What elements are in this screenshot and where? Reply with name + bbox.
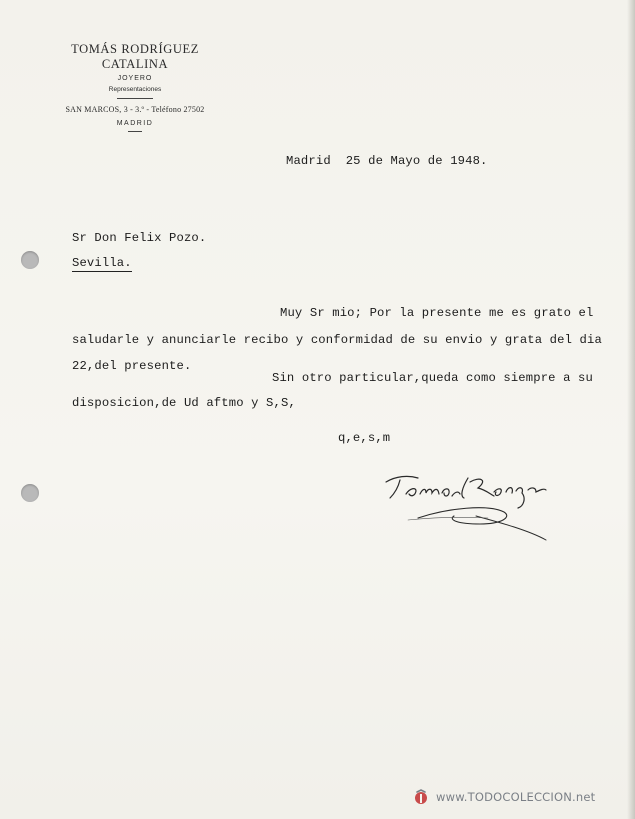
addressee-city-text: Sevilla.: [72, 256, 132, 270]
letterhead-address: SAN MARCOS, 3 - 3.º - Teléfono 27502: [65, 105, 205, 114]
letterhead-subtitle: Representaciones: [108, 86, 162, 93]
punch-hole-bottom: [21, 484, 39, 502]
body-line-5: disposicion,de Ud aftmo y S,S,: [72, 396, 296, 410]
addressee-name: Sr Don Felix Pozo.: [72, 231, 207, 245]
body-line-2: saludarle y anunciarle recibo y conformidad de su envio y grata del dia: [72, 333, 602, 347]
body-line-4: Sin otro particular,queda como siempre a su: [272, 371, 593, 385]
letterhead-divider: [117, 98, 153, 99]
watermark-text: www.TODOCOLECCION.net: [436, 790, 596, 804]
body-line-1: Muy Sr mio; Por la presente me es grato el: [280, 306, 594, 320]
closing-formula: q,e,s,m: [338, 431, 391, 445]
letterhead-city: MADRID: [116, 120, 154, 127]
letterhead: [40, 42, 230, 132]
page-edge: [627, 0, 635, 819]
date-line: Madrid 25 de Mayo de 1948.: [286, 154, 488, 168]
letterhead-name: TOMÁS RODRÍGUEZ CATALINA: [71, 42, 199, 71]
addressee-city: [72, 256, 132, 270]
handwritten-signature: [378, 460, 568, 550]
letterhead-trade: JOYERO: [117, 75, 153, 82]
watermark-footer: [412, 787, 595, 807]
letterhead-city-rule: [128, 131, 142, 132]
todocoleccion-logo-icon: [412, 788, 430, 806]
punch-hole-top: [21, 251, 39, 269]
body-line-3: 22,del presente.: [72, 359, 192, 373]
